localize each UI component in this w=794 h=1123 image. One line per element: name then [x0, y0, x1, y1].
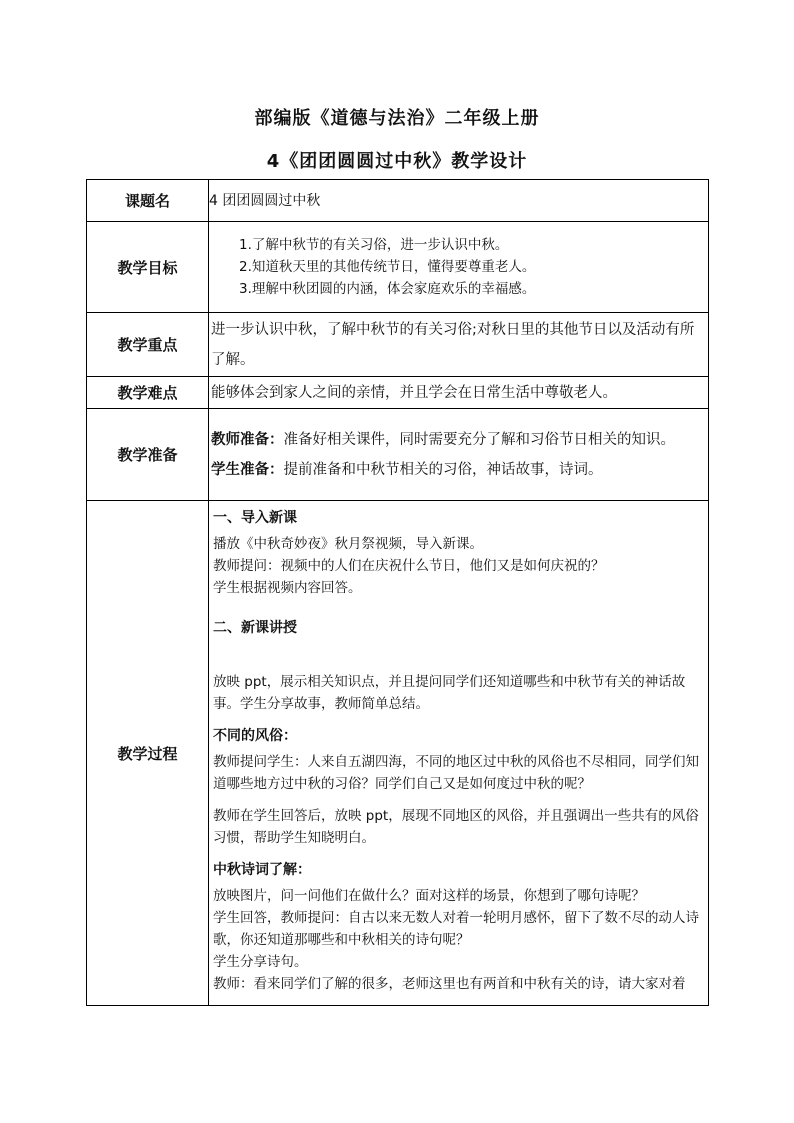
objective-item: 2.知道秋天里的其他传统节日，懂得要尊重老人。 — [239, 259, 536, 275]
objective-item: 3.理解中秋团圆的内涵，体会家庭欢乐的幸福感。 — [239, 281, 536, 297]
student-preparation-text: 提前准备和中秋节相关的习俗，神话故事，诗词。 — [283, 461, 603, 478]
student-preparation — [209, 455, 708, 485]
process-paragraph: 放映 ppt，展示相关知识点，并且提问同学们还知道哪些和中秋节有关的神话故事。学生分享故事，教师简单总结。 — [213, 674, 686, 712]
process-paragraph: 学生分享诗句。 — [213, 954, 308, 970]
process-paragraph: 学生回答，教师提问：自古以来无数人对着一轮明月感怀，留下了数不尽的动人诗歌，你还知道那哪些和中秋相关的诗句呢？ — [213, 910, 699, 948]
process-body — [209, 501, 708, 995]
key-points-text: 进一步认识中秋，了解中秋节的有关习俗;对秋日里的其他节日以及活动有所了解。 — [211, 321, 695, 368]
row-preparation — [87, 409, 709, 501]
process-label: 教学过程 — [87, 501, 209, 1006]
section-heading: 二、新课讲授 — [213, 620, 297, 636]
row-difficulties — [87, 377, 709, 409]
section-heading: 不同的风俗： — [213, 728, 297, 744]
process-paragraph: 教师：看来同学们了解的很多，老师这里也有两首和中秋有关的诗，请大家对着 — [213, 976, 686, 992]
key-points-cell — [209, 313, 709, 377]
section-heading: 中秋诗词了解： — [213, 862, 311, 878]
topic-value: 4 团团圆圆过中秋 — [209, 180, 709, 222]
lesson-plan-table — [86, 179, 709, 1006]
difficulties-text: 能够体会到家人之间的亲情，并且学会在日常生活中尊敬老人。 — [211, 384, 617, 401]
difficulties-label: 教学难点 — [87, 377, 209, 409]
process-paragraph: 教师提问学生：人来自五湖四海，不同的地区过中秋的风俗也不尽相同，同学们知道哪些地方过中秋的习俗？同学们自己又是如何度过中秋的呢？ — [213, 754, 699, 792]
document-title: 部编版《道德与法治》二年级上册 — [254, 108, 540, 129]
process-paragraph: 教师提问：视频中的人们在庆祝什么节日，他们又是如何庆祝的？ — [213, 558, 605, 574]
teacher-preparation-text: 准备好相关课件，同时需要充分了解和习俗节日相关的知识。 — [283, 431, 675, 448]
teacher-preparation-label: 教师准备： — [211, 431, 284, 448]
student-preparation-label: 学生准备： — [211, 461, 284, 478]
process-cell — [209, 501, 709, 1006]
section-heading: 一、导入新课 — [213, 510, 297, 526]
teacher-preparation — [209, 425, 708, 455]
objectives-label: 教学目标 — [87, 222, 209, 313]
key-points-label: 教学重点 — [87, 313, 209, 377]
objective-item: 1.了解中秋节的有关习俗，进一步认识中秋。 — [239, 237, 509, 253]
objectives-cell — [209, 222, 709, 313]
process-paragraph: 播放《中秋奇妙夜》秋月祭视频，导入新课。 — [213, 536, 483, 552]
topic-label: 课题名 — [87, 180, 209, 222]
row-process — [87, 501, 709, 1006]
row-objectives — [87, 222, 709, 313]
preparation-cell — [209, 409, 709, 501]
process-paragraph: 放映图片，问一问他们在做什么？面对这样的场景，你想到了哪句诗呢？ — [213, 888, 645, 904]
document-subtitle: 4《团团圆圆过中秋》教学设计 — [266, 151, 528, 172]
process-paragraph: 学生根据视频内容回答。 — [213, 580, 362, 596]
row-topic — [87, 180, 709, 222]
difficulties-cell — [209, 377, 709, 409]
process-paragraph: 教师在学生回答后，放映 ppt，展现不同地区的风俗，并且强调出一些共有的风俗习惯，帮助学生知晓明白。 — [213, 808, 699, 846]
row-key-points — [87, 313, 709, 377]
preparation-label: 教学准备 — [87, 409, 209, 501]
